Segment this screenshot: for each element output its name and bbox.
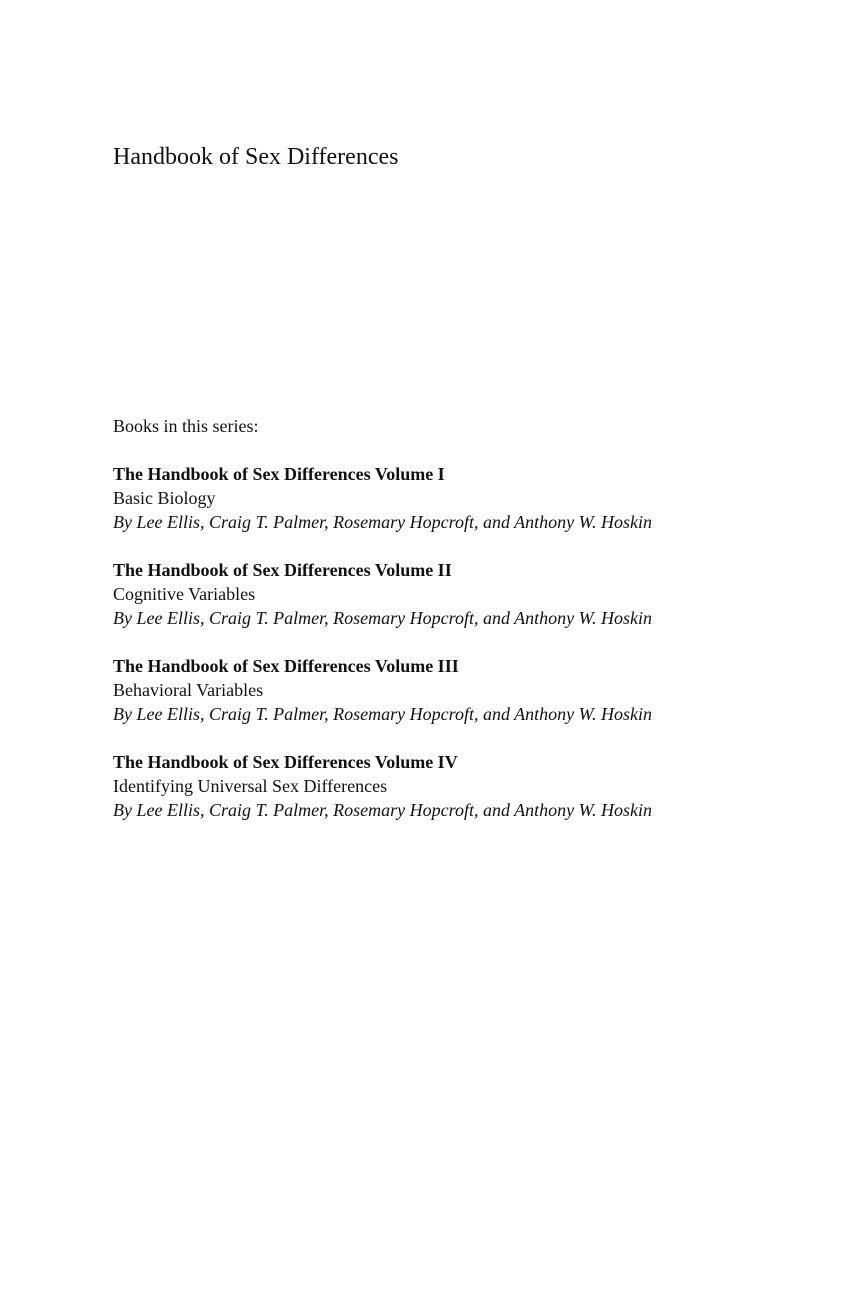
book-title: The Handbook of Sex Differences Volume I xyxy=(113,464,445,484)
book-entry-volume-3 xyxy=(113,654,652,726)
book-subtitle: Cognitive Variables xyxy=(113,584,256,604)
book-entry-volume-4 xyxy=(113,750,652,822)
book-entry-volume-1 xyxy=(113,462,652,534)
book-subtitle: Behavioral Variables xyxy=(113,680,264,700)
book-title: The Handbook of Sex Differences Volume IV xyxy=(113,752,458,772)
book-subtitle: Identifying Universal Sex Differences xyxy=(113,776,388,796)
book-authors: By Lee Ellis, Craig T. Palmer, Rosemary Hopcroft, and Anthony W. Hoskin xyxy=(113,704,652,724)
book-authors: By Lee Ellis, Craig T. Palmer, Rosemary Hopcroft, and Anthony W. Hoskin xyxy=(113,608,652,628)
book-authors: By Lee Ellis, Craig T. Palmer, Rosemary Hopcroft, and Anthony W. Hoskin xyxy=(113,800,652,820)
book-entry-volume-2 xyxy=(113,558,652,630)
page-title: Handbook of Sex Differences xyxy=(113,144,399,170)
book-title: The Handbook of Sex Differences Volume II xyxy=(113,560,452,580)
book-list xyxy=(113,462,652,846)
book-subtitle: Basic Biology xyxy=(113,488,216,508)
book-authors: By Lee Ellis, Craig T. Palmer, Rosemary Hopcroft, and Anthony W. Hoskin xyxy=(113,512,652,532)
book-title: The Handbook of Sex Differences Volume III xyxy=(113,656,459,676)
series-intro: Books in this series: xyxy=(113,416,259,436)
